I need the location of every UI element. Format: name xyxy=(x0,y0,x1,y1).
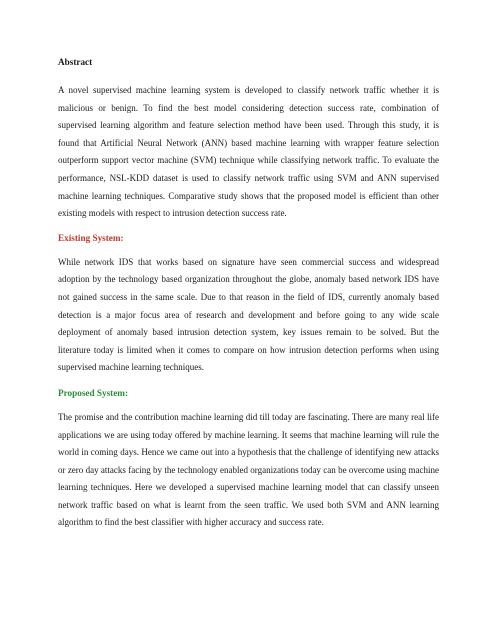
abstract-heading: Abstract xyxy=(58,57,93,67)
existing-system-heading: Existing System: xyxy=(58,232,124,243)
abstract-paragraph: A novel supervised machine learning system is developed to classify network traffic whether it is malicious or benign. To find the best model considering detection success rate, combination of supervised learning algorithm and feature selection method have been used. Through this study, it is found that Artificial Neural Network (ANN) based machine learning with wrapper feature selection outperform support vector machine (SVM) technique while classifying network traffic. To evaluate the performance, NSL-KDD dataset is used to classify network traffic using SVM and ANN supervised machine learning techniques. Comparative study shows that the proposed model is efficient than other existing models with respect to intrusion detection success rate. xyxy=(58,85,439,219)
proposed-system-paragraph: The promise and the contribution machine learning did till today are fascinating. There are many real life applications we are using today offered by machine learning. It seems that machine learning will rule the world in coming days. Hence we came out into a hypothesis that the challenge of identifying new attacks or zero day attacks facing by the technology enabled organizations today can be overcome using machine learning techniques. Here we developed a supervised machine learning model that can classify unseen network traffic based on what is learnt from the seen traffic. We used both SVM and ANN learning algorithm to find the best classifier with higher accuracy and success rate. xyxy=(58,411,439,528)
proposed-system-heading: Proposed System: xyxy=(58,387,129,398)
document-page xyxy=(58,56,439,532)
existing-system-paragraph: While network IDS that works based on signature have seen commercial success and widespread adoption by the technology based organization throughout the globe, anomaly based network IDS have not gained success in the same scale. Due to that reason in the field of IDS, currently anomaly based detection is a major focus area of research and development and before going to any wide scale deployment of anomaly based intrusion detection system, key issues remain to be solved. But the literature today is limited when it comes to compare on how intrusion detection performs when using supervised machine learning techniques. xyxy=(58,256,439,373)
